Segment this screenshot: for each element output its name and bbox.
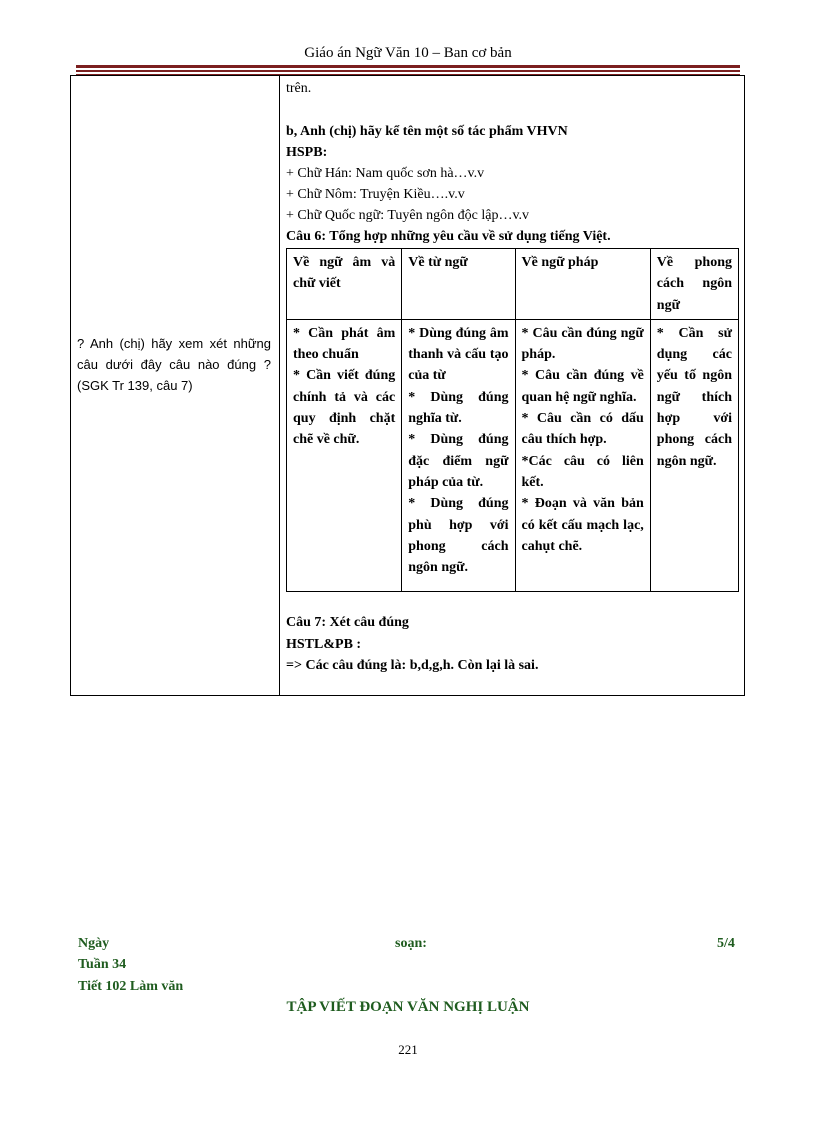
cell-line: * Dùng đúng nghĩa từ. [408,389,509,427]
hstl-label: HSTL&PB : [286,637,362,652]
footer-tuan: Tuần 34 [78,957,127,972]
cell-line: * Câu cần có dấu câu thích hợp. [521,411,644,448]
teacher-question: ? Anh (chị) hãy xem xét những câu dưới đây câu nào đúng ? (SGK Tr 139, câu 7) [77,336,271,393]
header-rule [76,70,740,72]
header-ngu-phap: Về ngữ pháp [515,249,650,320]
cell-tu-ngu [402,319,515,591]
requirements-table [286,248,739,592]
cell-ngu-phap [515,319,650,591]
text-tren: trên. [286,81,312,96]
question-b: b, Anh (chị) hãy kể tên một số tác phẩm VHVN [286,124,568,139]
header-phong-cach: Về phong cách ngôn ngữ [650,249,738,320]
page-number: 221 [398,1042,418,1057]
footer-date: 5/4 [717,936,735,951]
header-ngu-am: Về ngữ âm và chữ viết [287,249,402,320]
example-quoc-ngu: + Chữ Quốc ngữ: Tuyên ngôn độc lập…v.v [286,208,530,223]
cau7-heading: Câu 7: Xét câu đúng [286,615,409,630]
cell-line: *Các câu có liên kết. [521,453,644,490]
cell-line: * Đoạn và văn bản có kết cấu mạch lạc, cahụt chẽ. [521,496,644,554]
column-divider [279,76,280,695]
cell-line: * Dùng đúng âm thanh và cấu tạo của từ [408,325,509,384]
answer-line: => Các câu đúng là: b,d,g,h. Còn lại là sai. [286,658,539,673]
footer-ngay: Ngày [78,936,110,951]
cell-phong-cach [650,319,738,591]
lesson-title: TẬP VIẾT ĐOẠN VĂN NGHỊ LUẬN [286,999,530,1015]
cell-line: * Dùng đúng đặc điểm ngữ pháp của từ. [408,432,509,490]
cell-line: * Cần phát âm theo chuẩn [293,325,396,363]
cau6-heading: Câu 6: Tổng hợp những yêu cầu về sử dụng tiếng Việt. [286,229,611,244]
hspb-label: HSPB: [286,145,328,160]
cell-ngu-am [287,319,402,591]
example-han: + Chữ Hán: Nam quốc sơn hà…v.v [286,166,485,181]
cell-line: * Cần viết đúng chính tả và các quy định chặt chẽ về chữ. [293,368,396,448]
cell-line: * Cần sử dụng các yếu tố ngôn ngữ thích hợp với phong cách ngôn ngữ. [656,325,732,469]
cell-line: * Dùng đúng phù hợp với phong cách ngôn ngữ. [408,496,509,576]
footer-soan: soạn: [395,936,427,951]
lesson-table [70,75,745,696]
header-rule [76,65,740,68]
header-tu-ngu: Về từ ngữ [402,249,515,320]
cell-line: * Câu cần đúng về quan hệ ngữ nghĩa. [521,368,644,405]
page-header: Giáo án Ngữ Văn 10 – Ban cơ bản [304,45,512,61]
example-nom: + Chữ Nôm: Truyện Kiều….v.v [286,187,465,202]
footer-tiet: Tiết 102 Làm văn [78,979,184,994]
cell-line: * Câu cần đúng ngữ pháp. [521,325,644,363]
